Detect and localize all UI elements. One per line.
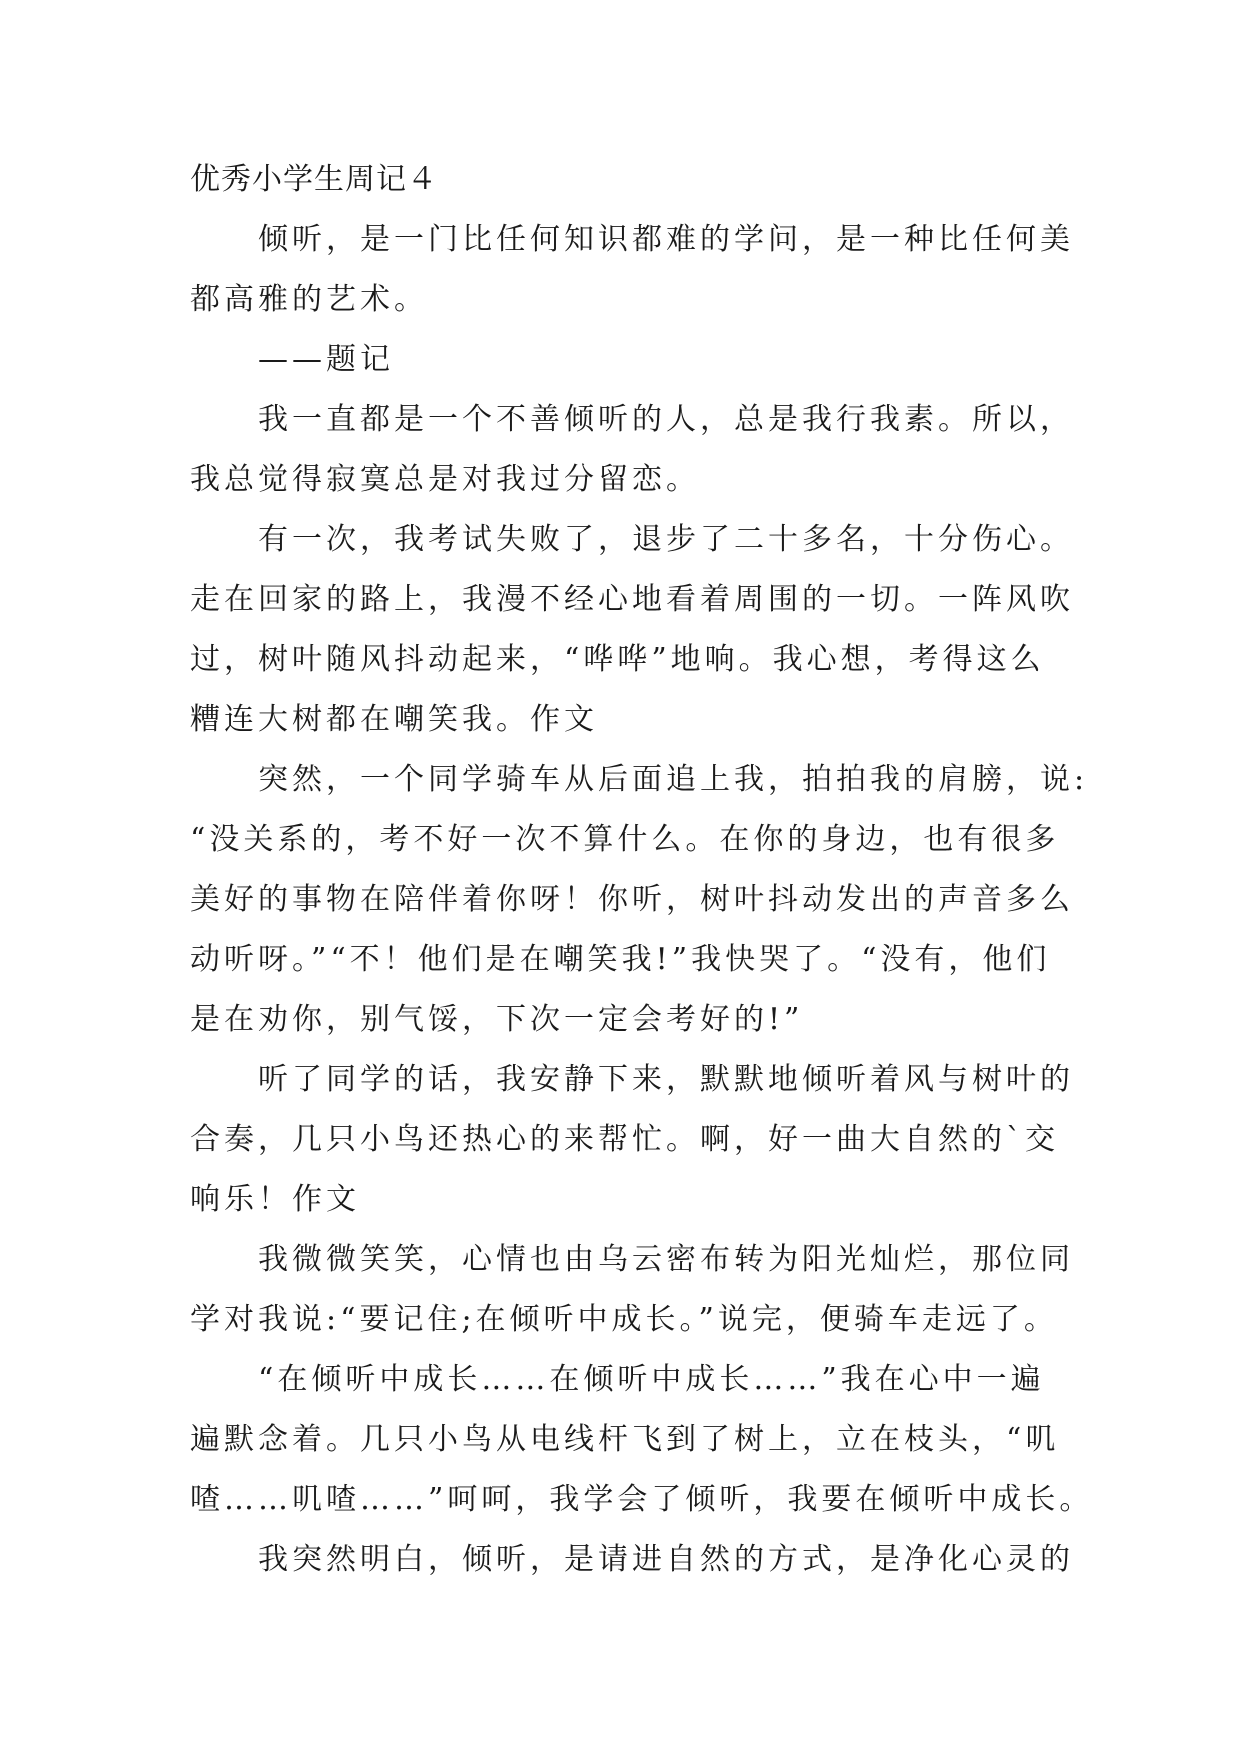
text-line: “没关系的，考不好一次不算什么。在你的身边，也有很多 [190,822,1060,857]
text-line: 美好的事物在陪伴着你呀！你听，树叶抖动发出的声音多么 [190,882,1074,917]
text-line: 突然，一个同学骑车从后面追上我，拍拍我的肩膀，说: [190,762,1089,797]
text-line: 学对我说:“要记住;在倾听中成长。”说完，便骑车走远了。 [190,1302,1058,1337]
text-line: 有一次，我考试失败了，退步了二十多名，十分伤心。 [190,522,1074,557]
text-line: 听了同学的话，我安静下来，默默地倾听着风与树叶的 [190,1062,1074,1097]
text-line: 倾听，是一门比任何知识都难的学问，是一种比任何美 [190,222,1074,257]
text-line: ——题记 [190,342,394,377]
text-line: 我一直都是一个不善倾听的人，总是我行我素。所以， [190,402,1074,437]
document-title: 优秀小学生周记４ [190,162,438,197]
text-line: 遍默念着。几只小鸟从电线杆飞到了树上，立在枝头，“叽 [190,1422,1060,1457]
text-line: 走在回家的路上，我漫不经心地看着周围的一切。一阵风吹 [190,582,1074,617]
text-line: 我总觉得寂寞总是对我过分留恋。 [190,462,700,497]
text-line: 合奏，几只小鸟还热心的来帮忙。啊，好一曲大自然的`交 [190,1122,1059,1157]
text-line: 喳……叽喳……”呵呵，我学会了倾听，我要在倾听中成长。 [190,1482,1094,1517]
text-line: 过，树叶随风抖动起来，“哗哗”地响。我心想，考得这么 [190,642,1045,677]
text-line: “在倾听中成长……在倾听中成长……”我在心中一遍 [190,1362,1045,1397]
text-line: 糟连大树都在嘲笑我。作文 [190,702,598,737]
text-line: 我微微笑笑，心情也由乌云密布转为阳光灿烂，那位同 [190,1242,1074,1277]
document-body [190,150,1094,1590]
text-line: 是在劝你，别气馁，下次一定会考好的!” [190,1002,804,1037]
text-line: 都高雅的艺术。 [190,282,428,317]
text-line: 我突然明白，倾听，是请进自然的方式，是净化心灵的 [190,1542,1074,1577]
text-line: 动听呀。”“不！他们是在嘲笑我!”我快哭了。“没有，他们 [190,942,1051,977]
text-line: 响乐！作文 [190,1182,360,1217]
